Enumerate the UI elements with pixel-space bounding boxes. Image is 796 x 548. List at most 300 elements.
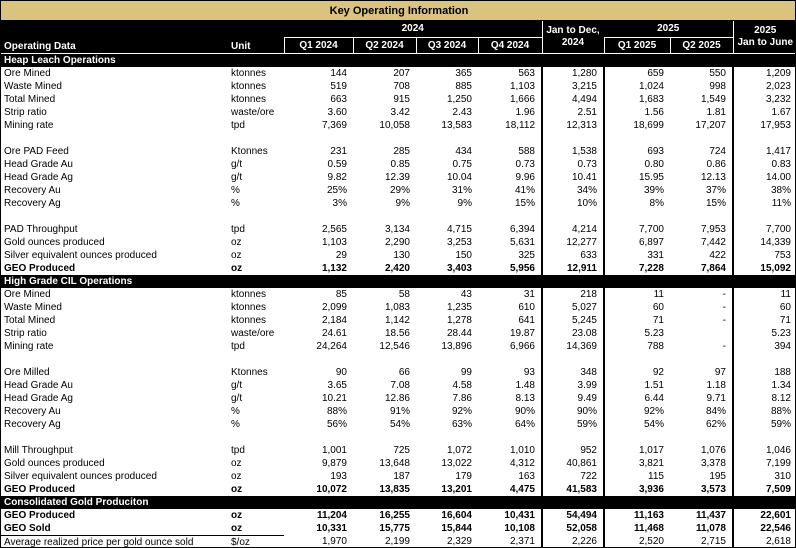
section-title: High Grade CIL Operations	[1, 275, 796, 288]
value-cell: 5,027	[542, 301, 604, 314]
value-cell: 40,861	[542, 457, 604, 470]
value-cell: 3.65	[327, 379, 347, 391]
row-label: Mill Throughput	[4, 444, 73, 456]
spacer-row	[1, 353, 796, 366]
value-cell: 722	[542, 470, 604, 483]
value-cell: 10,072	[316, 483, 347, 495]
value-cell: 29	[335, 249, 347, 261]
row-label	[1, 353, 229, 366]
row-label: GEO Produced	[4, 509, 76, 521]
group-header-row	[1, 21, 796, 38]
row-label: Strip ratio	[4, 106, 47, 118]
value-cell: 58	[398, 288, 410, 300]
value-cell: -	[722, 288, 726, 300]
value-cell: 163	[518, 470, 535, 482]
data-row	[1, 236, 796, 249]
value-cell: 3.60	[327, 106, 347, 118]
row-label: Total Mined	[4, 93, 56, 105]
row-label: Head Grade Ag	[4, 171, 73, 183]
value-cell: 25%	[326, 184, 347, 196]
value-cell	[670, 353, 733, 366]
value-cell: 11,204	[316, 509, 347, 521]
spacer-row	[1, 210, 796, 223]
value-cell: 0.73	[542, 158, 604, 171]
value-cell: 285	[393, 145, 410, 157]
row-unit: oz	[231, 483, 243, 495]
value-cell: 18.56	[384, 327, 410, 339]
value-cell: 422	[709, 249, 726, 261]
value-cell: 3,232	[733, 93, 796, 106]
value-cell: 9%	[395, 197, 410, 209]
row-unit: g/t	[231, 392, 243, 404]
row-unit: Ktonnes	[231, 366, 268, 378]
value-cell: 10.21	[321, 392, 347, 404]
value-cell: 66	[398, 366, 410, 378]
value-cell: 12,546	[379, 340, 410, 352]
value-cell: 88%	[733, 405, 796, 418]
value-cell: 724	[709, 145, 726, 157]
value-cell: 641	[518, 314, 535, 326]
value-cell: 41%	[514, 184, 535, 196]
value-cell: 130	[393, 249, 410, 261]
data-row	[1, 67, 796, 80]
value-cell: 71	[733, 314, 796, 327]
value-cell: 0.80	[644, 158, 664, 170]
jan-to-dec-line1: Jan to Dec,	[546, 25, 600, 36]
value-cell: 115	[648, 470, 664, 482]
column-header-operating-data: Operating Data	[1, 38, 229, 54]
value-cell	[353, 353, 416, 366]
value-cell: 54,494	[542, 509, 604, 522]
data-row	[1, 93, 796, 106]
value-cell: 9.71	[706, 392, 726, 404]
value-cell: 7,700	[638, 223, 664, 235]
value-cell: 1,538	[542, 145, 604, 158]
value-cell	[670, 327, 733, 340]
value-cell: 90	[335, 366, 347, 378]
row-unit: %	[231, 197, 240, 209]
value-cell: 1,103	[321, 236, 347, 248]
value-cell: 7,228	[638, 262, 664, 274]
row-label	[1, 132, 229, 145]
value-cell: 3,253	[446, 236, 472, 248]
value-cell: 22,546	[733, 522, 796, 536]
data-row	[1, 314, 796, 327]
value-cell: 3,134	[384, 223, 410, 235]
value-cell: 150	[455, 249, 472, 261]
jan-to-june-line1: 2025	[754, 25, 777, 36]
value-cell: 38%	[733, 184, 796, 197]
row-label: Gold ounces produced	[4, 457, 105, 469]
value-cell: 1,010	[509, 444, 535, 456]
value-cell: 659	[647, 67, 664, 79]
value-cell: 1.48	[515, 379, 535, 391]
row-label: Strip ratio	[4, 327, 47, 339]
row-label: Mining rate	[4, 340, 54, 352]
row-unit: ktonnes	[231, 80, 267, 92]
value-cell: 663	[330, 93, 347, 105]
row-unit: %	[231, 184, 240, 196]
value-cell: 1,024	[638, 80, 664, 92]
value-cell	[670, 210, 733, 223]
row-label: GEO Produced	[4, 262, 76, 274]
value-cell: 56%	[326, 418, 347, 430]
value-cell: 2,329	[446, 536, 472, 548]
value-cell: 788	[647, 340, 664, 352]
value-cell: 8.13	[515, 392, 535, 404]
row-unit: tpd	[231, 444, 245, 456]
value-cell: 144	[330, 67, 347, 79]
row-label	[1, 431, 229, 444]
value-cell: 3,403	[446, 262, 472, 274]
value-cell: 3,573	[700, 483, 726, 495]
value-cell: 6,394	[509, 223, 535, 235]
value-cell	[353, 132, 416, 145]
value-cell	[733, 132, 796, 145]
value-cell	[478, 353, 542, 366]
row-unit: ktonnes	[231, 67, 267, 79]
value-cell	[416, 353, 478, 366]
column-header-q1-2025: Q1 2025	[604, 38, 670, 54]
row-label: Recovery Au	[4, 405, 61, 417]
value-cell: 71	[652, 314, 664, 326]
value-cell: 9%	[457, 197, 472, 209]
value-cell: 7,953	[700, 223, 726, 235]
row-unit: ktonnes	[231, 93, 267, 105]
value-cell: 13,201	[441, 483, 472, 495]
value-cell: 0.86	[706, 158, 726, 170]
value-cell: 1,209	[733, 67, 796, 80]
value-cell: 1,683	[638, 93, 664, 105]
value-cell: 3,215	[542, 80, 604, 93]
data-row	[1, 158, 796, 171]
value-cell: 5,956	[509, 262, 535, 274]
value-cell: 12,911	[542, 262, 604, 275]
value-cell: 29%	[389, 184, 410, 196]
value-cell: 1,970	[321, 536, 347, 548]
data-row	[1, 119, 796, 132]
data-row	[1, 444, 796, 457]
jan-to-dec-line2: 2024	[561, 37, 585, 48]
value-cell	[284, 132, 353, 145]
value-cell: 54%	[643, 418, 664, 430]
row-unit: oz	[231, 262, 243, 274]
section-header-row	[1, 54, 796, 68]
column-header-q1-2024: Q1 2024	[284, 38, 353, 54]
spacer-row	[1, 431, 796, 444]
data-row	[1, 184, 796, 197]
value-cell: 1,076	[700, 444, 726, 456]
value-cell: 19.87	[509, 327, 535, 339]
row-unit: oz	[229, 522, 284, 536]
value-cell: 1,132	[321, 262, 347, 274]
value-cell: 14,339	[733, 236, 796, 249]
row-unit	[229, 431, 284, 444]
row-label: Total Mined	[4, 314, 56, 326]
value-cell: 2,420	[384, 262, 410, 274]
row-label: Ore PAD Feed	[4, 145, 69, 157]
row-unit	[229, 353, 284, 366]
value-cell: 11,437	[695, 509, 726, 521]
row-label: PAD Throughput	[4, 223, 78, 235]
value-cell	[670, 132, 733, 145]
value-cell: 2,099	[321, 301, 347, 313]
row-label: GEO Sold	[1, 522, 229, 536]
column-header-q4-2024: Q4 2024	[478, 38, 542, 54]
value-cell: 7,199	[733, 457, 796, 470]
table-body	[1, 54, 796, 548]
value-cell: 15%	[705, 197, 726, 209]
value-cell	[478, 431, 542, 444]
value-cell	[733, 431, 796, 444]
value-cell: 17,207	[695, 119, 726, 131]
value-cell: 15%	[514, 197, 535, 209]
row-unit: oz	[231, 236, 242, 248]
value-cell	[542, 210, 604, 223]
section-title: Consolidated Gold Produciton	[1, 496, 796, 509]
row-unit: $/oz	[231, 536, 250, 548]
value-cell: 753	[733, 249, 796, 262]
value-cell: 3.99	[542, 379, 604, 392]
value-cell: 2,565	[321, 223, 347, 235]
value-cell: 84%	[705, 405, 726, 417]
value-cell: 90%	[542, 405, 604, 418]
value-cell: 90%	[514, 405, 535, 417]
row-unit: ktonnes	[231, 288, 267, 300]
value-cell	[733, 210, 796, 223]
value-cell: 24,264	[316, 340, 347, 352]
value-cell: 18,112	[505, 119, 535, 131]
value-cell: 14,369	[542, 340, 604, 353]
row-label: Ore Mined	[4, 288, 51, 300]
section-title: Heap Leach Operations	[1, 54, 796, 68]
data-row	[1, 106, 796, 119]
value-cell: 0.83	[733, 158, 796, 171]
value-cell	[416, 431, 478, 444]
value-cell: 10%	[542, 197, 604, 210]
value-cell: 13,583	[441, 119, 472, 131]
value-cell: 23.08	[542, 327, 604, 340]
value-cell: 7,864	[700, 262, 726, 274]
value-cell	[733, 353, 796, 366]
value-cell: 1,278	[446, 314, 472, 326]
value-cell: 62%	[705, 418, 726, 430]
data-row	[1, 483, 796, 496]
value-cell: 1.56	[644, 106, 664, 118]
value-cell	[670, 431, 733, 444]
row-label: Ore Milled	[4, 366, 50, 378]
row-unit: g/t	[231, 379, 243, 391]
value-cell: 187	[393, 470, 410, 482]
column-header-q3-2024: Q3 2024	[416, 38, 478, 54]
value-cell: 708	[393, 80, 410, 92]
value-cell: 2,184	[321, 314, 347, 326]
value-cell: 2,715	[700, 536, 726, 548]
row-unit: tpd	[231, 223, 245, 235]
value-cell: 193	[330, 470, 347, 482]
value-cell: 195	[709, 470, 726, 482]
row-unit: tpd	[231, 340, 245, 352]
value-cell: 13,835	[379, 483, 410, 495]
value-cell: 3.42	[390, 106, 410, 118]
row-unit: ktonnes	[231, 314, 267, 326]
value-cell: 434	[455, 145, 472, 157]
value-cell: 9.82	[327, 171, 347, 183]
column-header-q2-2025: Q2 2025	[670, 38, 733, 54]
value-cell: 1.67	[733, 106, 796, 119]
value-cell: -	[722, 340, 726, 352]
value-cell: 63%	[451, 418, 472, 430]
row-unit: oz	[231, 470, 242, 482]
row-label: Gold ounces produced	[4, 236, 105, 248]
value-cell: 7,700	[733, 223, 796, 236]
value-cell: 60	[733, 301, 796, 314]
value-cell: 14.00	[733, 171, 796, 184]
value-cell: 1,417	[733, 145, 796, 158]
value-cell: 4.58	[452, 379, 472, 391]
value-cell: 11	[653, 288, 664, 300]
value-cell: 6.44	[644, 392, 664, 404]
data-row	[1, 301, 796, 314]
data-row	[1, 171, 796, 184]
operating-data-table	[1, 1, 796, 548]
row-unit: %	[231, 405, 240, 417]
value-cell	[604, 132, 670, 145]
value-cell: 43	[460, 288, 472, 300]
value-cell: 41,583	[542, 483, 604, 496]
row-unit	[229, 132, 284, 145]
value-cell: 5,631	[509, 236, 535, 248]
value-cell: 231	[330, 145, 347, 157]
value-cell: 2,371	[509, 536, 535, 548]
row-unit: g/t	[231, 158, 243, 170]
value-cell: 8%	[649, 197, 664, 209]
value-cell: 218	[542, 288, 604, 301]
value-cell: 15,775	[379, 522, 410, 534]
value-cell: 2,520	[638, 536, 664, 548]
value-cell: 4,214	[542, 223, 604, 236]
value-cell: -	[722, 301, 726, 313]
value-cell: 5.23	[733, 327, 796, 340]
value-cell: 15,844	[441, 522, 472, 534]
value-cell: 633	[542, 249, 604, 262]
value-cell: 7.08	[390, 379, 410, 391]
value-cell: 1,549	[700, 93, 726, 105]
value-cell: 12,277	[542, 236, 604, 249]
data-row	[1, 80, 796, 93]
row-label: Recovery Ag	[4, 197, 61, 209]
data-row	[1, 470, 796, 483]
group-header-2025: 2025	[604, 21, 733, 38]
value-cell	[353, 431, 416, 444]
row-label: Silver equivalent ounces produced	[4, 470, 157, 482]
value-cell	[284, 353, 353, 366]
value-cell: 11,078	[695, 522, 726, 534]
value-cell: 1,666	[509, 93, 535, 105]
data-row	[1, 340, 796, 353]
value-cell: 331	[647, 249, 664, 261]
value-cell: 9.96	[515, 171, 535, 183]
value-cell: 11,468	[633, 522, 664, 534]
value-cell: 1.81	[706, 106, 726, 118]
value-cell: 10,108	[504, 522, 535, 534]
value-cell: 22,601	[733, 509, 796, 522]
value-cell	[478, 132, 542, 145]
value-cell	[416, 210, 478, 223]
value-cell: 97	[714, 366, 726, 378]
row-unit: g/t	[231, 171, 243, 183]
value-cell: 8.12	[733, 392, 796, 405]
value-cell: 15,092	[733, 262, 796, 275]
column-header-unit: Unit	[229, 38, 284, 54]
value-cell: 93	[523, 366, 535, 378]
data-row	[1, 366, 796, 379]
value-cell: 37%	[705, 184, 726, 196]
data-row	[1, 327, 796, 340]
row-label: Head Grade Au	[4, 158, 73, 170]
value-cell: 998	[709, 80, 726, 92]
value-cell: 34%	[542, 184, 604, 197]
data-row	[1, 223, 796, 236]
value-cell: 1.96	[515, 106, 535, 118]
row-label: Head Grade Ag	[4, 392, 73, 404]
value-cell: 92%	[643, 405, 664, 417]
row-unit: tpd	[231, 119, 245, 131]
row-unit: Ktonnes	[231, 145, 268, 157]
value-cell: 188	[733, 366, 796, 379]
value-cell: 1.51	[644, 379, 664, 391]
data-row	[1, 522, 796, 536]
value-cell: 2,290	[384, 236, 410, 248]
value-cell	[284, 210, 353, 223]
data-row	[1, 379, 796, 392]
value-cell: 10,058	[379, 119, 410, 131]
value-cell: 15.95	[638, 171, 664, 183]
value-cell: 13,022	[441, 457, 472, 469]
value-cell: 693	[647, 145, 664, 157]
value-cell: 59%	[733, 418, 796, 431]
row-unit	[229, 210, 284, 223]
value-cell: 2,199	[384, 536, 410, 548]
value-cell: 12.86	[384, 392, 410, 404]
value-cell: 11	[733, 288, 796, 301]
row-label: Waste Mined	[4, 301, 62, 313]
section-header-row	[1, 496, 796, 509]
row-label: Recovery Au	[4, 184, 61, 196]
value-cell: 3,821	[638, 457, 664, 469]
value-cell: 1,250	[446, 93, 472, 105]
value-cell	[542, 353, 604, 366]
value-cell: 2,618	[733, 536, 796, 548]
data-row	[1, 418, 796, 431]
data-row	[1, 145, 796, 158]
row-label: Waste Mined	[4, 80, 62, 92]
value-cell: 59%	[542, 418, 604, 431]
row-unit: %	[231, 418, 240, 430]
value-cell	[604, 431, 670, 444]
value-cell: 1,001	[321, 444, 347, 456]
value-cell	[542, 132, 604, 145]
value-cell: 92	[652, 366, 664, 378]
value-cell: 1,046	[733, 444, 796, 457]
data-row	[1, 457, 796, 470]
value-cell: 7,369	[321, 119, 347, 131]
value-cell: 17,953	[733, 119, 796, 132]
data-row	[1, 405, 796, 418]
value-cell: -	[722, 314, 726, 326]
value-cell: 0.59	[327, 158, 347, 170]
value-cell: 7.86	[452, 392, 472, 404]
